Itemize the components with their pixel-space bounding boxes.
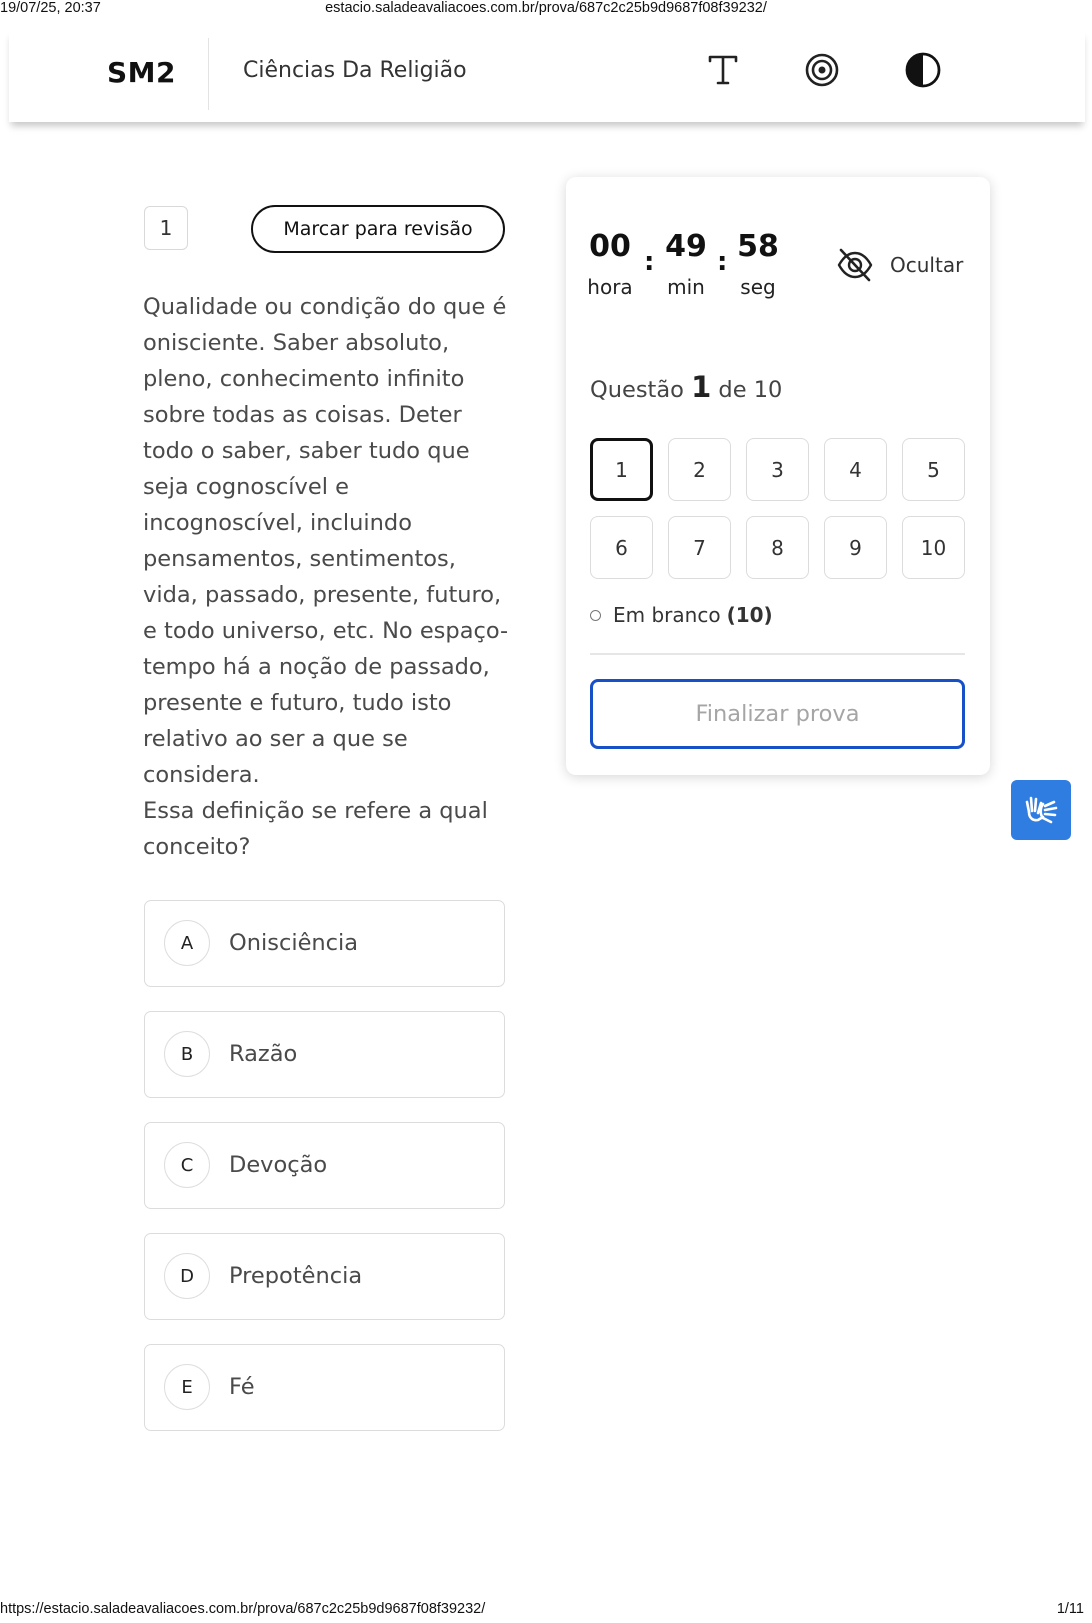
- question-navigator: [590, 438, 966, 579]
- target-icon: [804, 52, 840, 88]
- timer-minutes: 49: [665, 229, 707, 264]
- print-footer-url: https://estacio.saladeavaliacoes.com.br/prova/687c2c25b9d9687f08f39232/: [0, 1601, 486, 1617]
- option-text: Onisciência: [229, 930, 359, 956]
- question-nav-5[interactable]: 5: [902, 438, 965, 501]
- question-nav-6[interactable]: 6: [590, 516, 653, 579]
- question-counter-total: de 10: [718, 377, 783, 403]
- option-text: Prepotência: [229, 1263, 363, 1289]
- option-e[interactable]: [144, 1344, 505, 1431]
- option-letter: E: [164, 1364, 210, 1410]
- question-counter-prefix: Questão: [590, 377, 684, 403]
- question-text-block: [143, 289, 511, 865]
- blank-label: Em branco: [613, 603, 721, 627]
- timer-separator: :: [717, 247, 728, 277]
- question-prompt: Essa definição se refere a qual conceito?: [143, 798, 488, 860]
- blank-questions-status: [590, 603, 773, 627]
- question-counter: [590, 370, 782, 404]
- focus-mode-button[interactable]: [800, 48, 844, 92]
- exam-panel: [566, 177, 990, 775]
- hide-timer-label: Ocultar: [890, 253, 964, 277]
- question-nav-3[interactable]: 3: [746, 438, 809, 501]
- app-header: [9, 30, 1085, 122]
- text-size-button[interactable]: [701, 48, 745, 92]
- panel-divider: [590, 653, 965, 655]
- text-size-icon: [706, 53, 740, 87]
- option-letter: D: [164, 1253, 210, 1299]
- header-divider: [208, 38, 209, 110]
- question-nav-7[interactable]: 7: [668, 516, 731, 579]
- timer-hours: 00: [589, 229, 631, 264]
- mark-for-review-button[interactable]: Marcar para revisão: [251, 205, 505, 253]
- question-nav-9[interactable]: 9: [824, 516, 887, 579]
- timer-hours-label: hora: [587, 275, 633, 299]
- question-nav-8[interactable]: 8: [746, 516, 809, 579]
- print-header: [0, 0, 1092, 20]
- question-statement: Qualidade ou condição do que é onisciente. Saber absoluto, pleno, conhecimento infinito sobre todas as coisas. Deter todo o saber, saber tudo que seja cognoscível e incognoscível, incluindo pensamentos, sentimentos, vida, passado, presente, futuro, e todo universo, etc. No espaço-tempo há a noção de passado, presente e futuro, tudo isto relativo ao ser a que se considera.: [143, 294, 509, 788]
- timer-seconds-label: seg: [740, 275, 776, 299]
- question-nav-4[interactable]: 4: [824, 438, 887, 501]
- sign-language-hands-icon: [1021, 790, 1061, 830]
- question-nav-1[interactable]: 1: [590, 438, 653, 501]
- option-text: Fé: [229, 1374, 255, 1400]
- option-text: Devoção: [229, 1152, 328, 1178]
- option-letter: B: [164, 1031, 210, 1077]
- option-b[interactable]: [144, 1011, 505, 1098]
- option-letter: C: [164, 1142, 210, 1188]
- question-nav-2[interactable]: 2: [668, 438, 731, 501]
- timer-separator: :: [644, 247, 655, 277]
- print-timestamp: 19/07/25, 20:37: [0, 0, 101, 16]
- finish-exam-button[interactable]: Finalizar prova: [590, 679, 965, 749]
- option-text: Razão: [229, 1041, 298, 1067]
- timer-seconds: 58: [737, 229, 779, 264]
- sign-language-button[interactable]: [1011, 780, 1071, 840]
- question-number: 1: [144, 206, 188, 250]
- print-page-number: 1/11: [1056, 1601, 1084, 1617]
- option-letter: A: [164, 920, 210, 966]
- eye-off-icon: [836, 248, 874, 282]
- question-nav-10[interactable]: 10: [902, 516, 965, 579]
- option-c[interactable]: [144, 1122, 505, 1209]
- blank-count: (10): [726, 603, 773, 627]
- timer-minutes-label: min: [667, 275, 705, 299]
- option-d[interactable]: [144, 1233, 505, 1320]
- question-counter-current: 1: [691, 370, 712, 404]
- print-footer: [0, 1601, 1092, 1621]
- course-title: Ciências Da Religião: [243, 58, 467, 83]
- contrast-icon: [904, 51, 942, 89]
- logo: SM2: [107, 56, 177, 89]
- option-a[interactable]: [144, 900, 505, 987]
- blank-status-dot-icon: [590, 610, 601, 621]
- contrast-button[interactable]: [901, 48, 945, 92]
- hide-timer-button[interactable]: [836, 245, 963, 285]
- print-title-url: estacio.saladeavaliacoes.com.br/prova/687c2c25b9d9687f08f39232/: [325, 0, 767, 16]
